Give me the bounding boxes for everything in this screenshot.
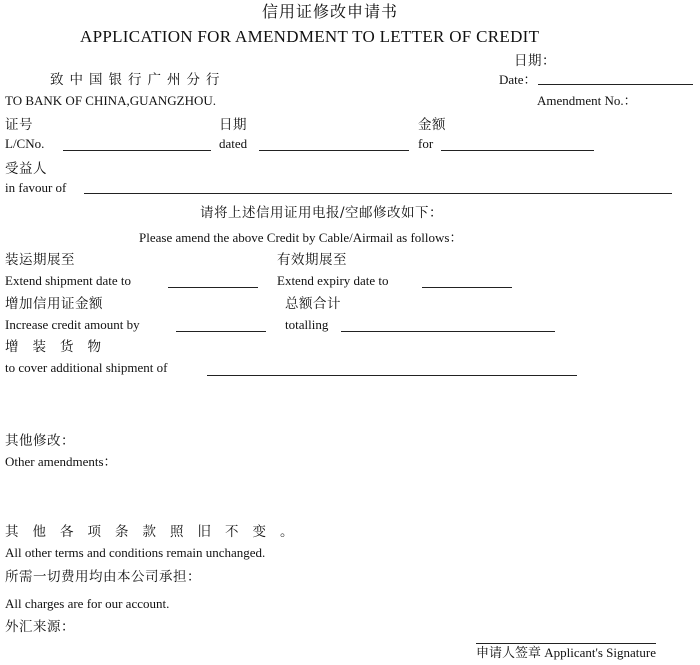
additional-goods-label-chinese: 增装货物 [5,339,115,355]
lc-no-field[interactable] [63,150,211,151]
amount-field[interactable] [441,150,594,151]
increase-amount-label-english: Increase credit amount by [5,317,140,332]
beneficiary-label-chinese: 受益人 [5,161,47,177]
lc-no-label-english: L/CNo. [5,136,45,151]
unchanged-terms-english: All other terms and conditions remain unchanged. [5,545,266,560]
totalling-label-chinese: 总额合计 [285,296,341,312]
amendment-no-label: Amendment No.： [537,93,637,108]
other-amendments-label-english: Other amendments： [5,454,117,469]
expiry-date-label-english: Extend expiry date to [277,273,389,288]
shipment-date-label-english: Extend shipment date to [5,273,132,288]
dated-field[interactable] [259,150,409,151]
amount-label-chinese: 金额 [418,117,446,133]
instruction-english: Please amend the above Credit by Cable/Airmail as follows： [139,230,463,245]
date-label-english: Date： [499,72,537,87]
addressee-english: TO BANK OF CHINA,GUANGZHOU. [5,93,217,108]
expiry-date-field[interactable] [422,287,512,288]
totalling-label-english: totalling [285,317,329,332]
dated-label-chinese: 日期 [219,117,247,133]
date-label-chinese: 日期： [514,53,556,69]
shipment-date-field[interactable] [168,287,258,288]
dated-label-english: dated [219,136,248,151]
shipment-date-label-chinese: 装运期展至 [5,252,75,268]
beneficiary-label-english: in favour of [5,180,67,195]
additional-goods-field[interactable] [207,375,577,376]
increase-amount-field[interactable] [176,331,266,332]
charges-english: All charges are for our account. [5,596,170,611]
additional-goods-label-english: to cover additional shipment of [5,360,168,375]
increase-amount-label-chinese: 增加信用证金额 [5,296,103,312]
beneficiary-field[interactable] [84,193,672,194]
charges-chinese: 所需一切费用均由本公司承担： [5,569,201,585]
addressee-chinese: 致中国银行广州分行 [50,72,226,88]
unchanged-terms-chinese: 其他各项条款照旧不变。 [5,524,308,540]
form-title-english: APPLICATION FOR AMENDMENT TO LETTER OF CREDIT [80,27,540,46]
lc-no-label-chinese: 证号 [5,117,33,133]
date-field[interactable] [538,84,693,85]
form-title-chinese: 信用证修改申请书 [262,2,399,21]
amount-label-english: for [418,136,434,151]
other-amendments-label-chinese: 其他修改： [5,433,75,449]
expiry-date-label-chinese: 有效期展至 [277,252,347,268]
applicant-signature-label[interactable]: 申请人签章 Applicant's Signature [476,645,656,660]
instruction-chinese: 请将上述信用证用电报/空邮修改如下： [200,205,444,221]
fx-source-label: 外汇来源： [5,619,75,635]
totalling-field[interactable] [341,331,555,332]
